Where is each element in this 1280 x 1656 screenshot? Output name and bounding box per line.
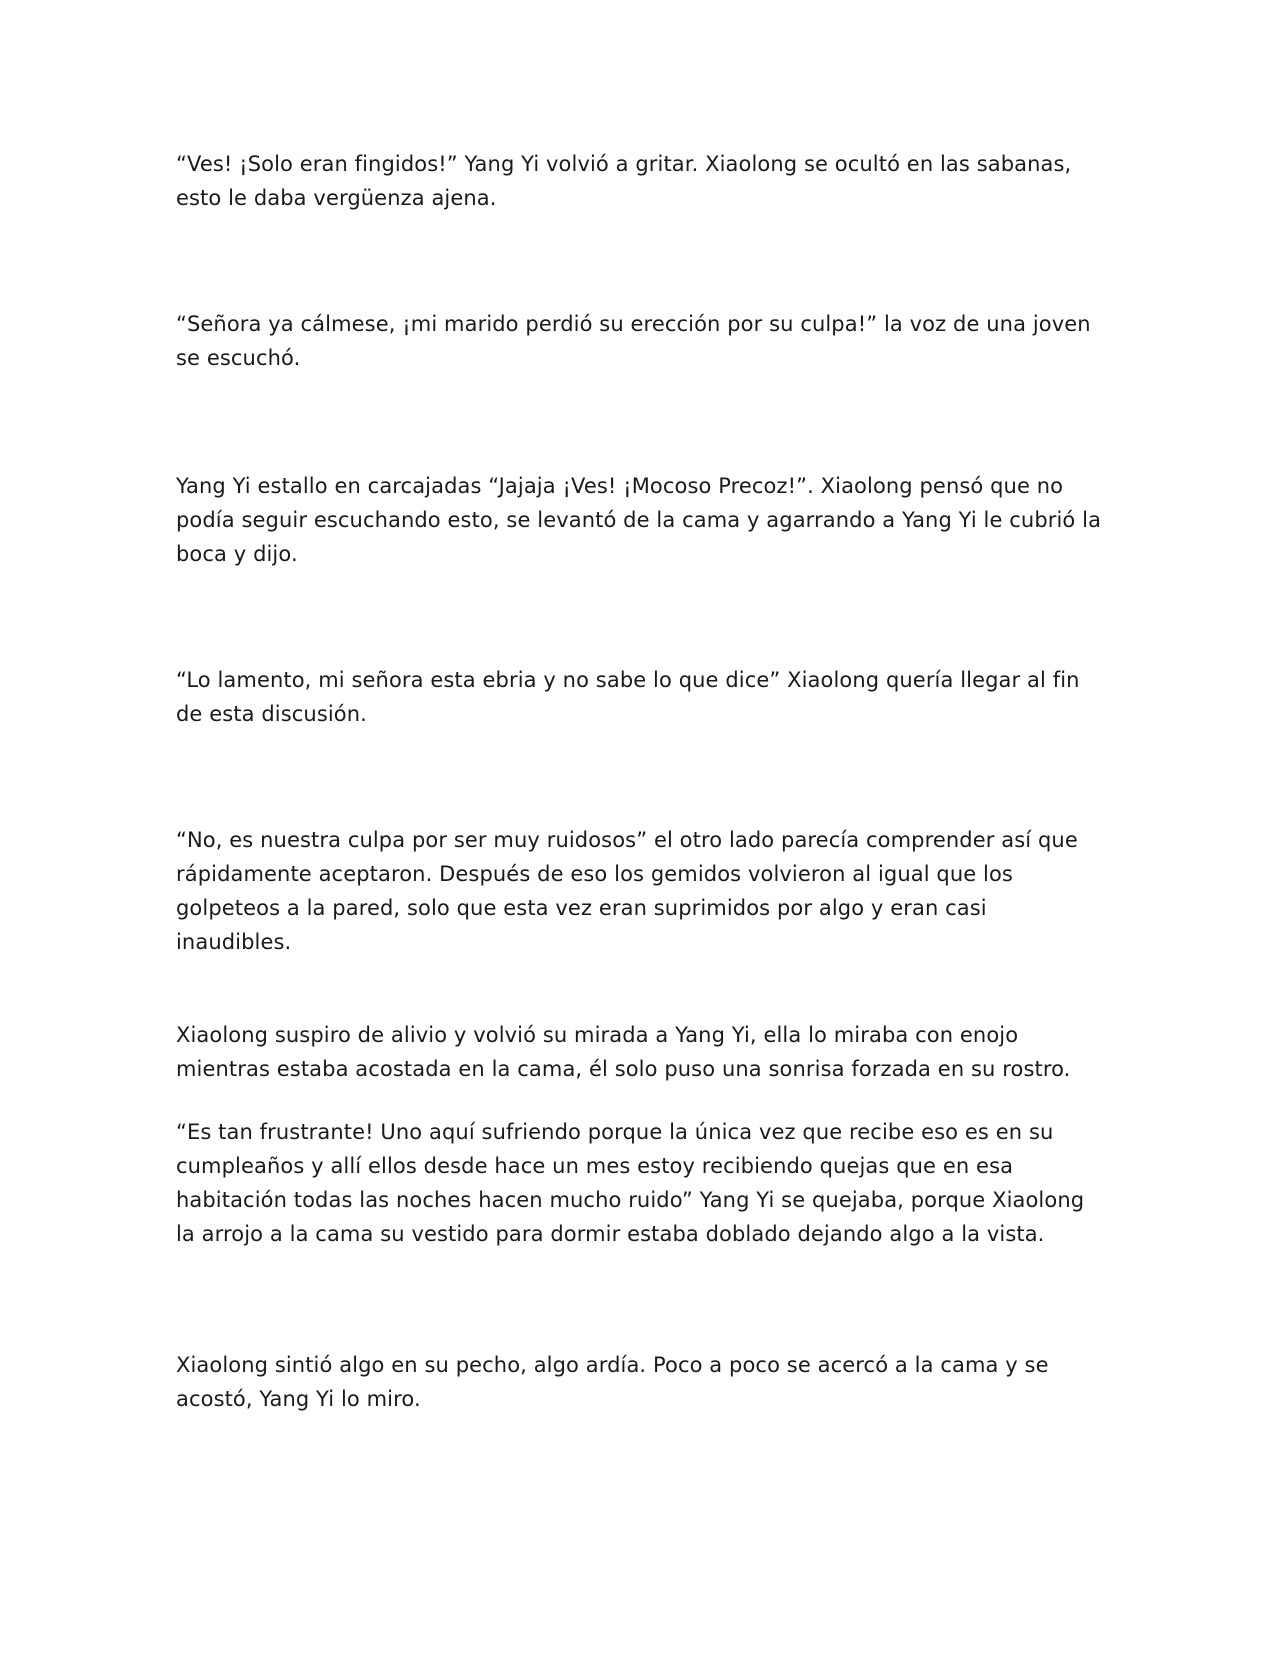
- paragraph: “Es tan frustrante! Uno aquí sufriendo porque la única vez que recibe eso es en su cumpleaños y allí ellos desde hace un mes estoy recibiendo quejas que en esa habitación todas las noches hacen mucho ruido” Yang Yi se quejaba, porque Xiaolong la arrojo a la cama su vestido para dormir estaba doblado dejando algo a la vista.: [176, 1120, 1085, 1246]
- paragraph: “Ves! ¡Solo eran fingidos!” Yang Yi volvió a gritar. Xiaolong se ocultó en las sabanas, esto le daba vergüenza ajena.: [176, 152, 1072, 210]
- paragraph: “Señora ya cálmese, ¡mi marido perdió su erección por su culpa!” la voz de una joven se escuchó.: [176, 312, 1091, 370]
- paragraph: Yang Yi estallo en carcajadas “Jajaja ¡Ves! ¡Mocoso Precoz!”. Xiaolong pensó que no podía seguir escuchando esto, se levantó de la cama y agarrando a Yang Yi le cubrió la boca y dijo.: [176, 474, 1102, 566]
- paragraph: “No, es nuestra culpa por ser muy ruidosos” el otro lado parecía comprender así que rápidamente aceptaron. Después de eso los gemidos volvieron al igual que los golpeteos a la pared, solo que esta vez eran suprimidos por algo y eran casi inaudibles.: [176, 828, 1078, 954]
- paragraph: Xiaolong sintió algo en su pecho, algo ardía. Poco a poco se acercó a la cama y se acostó, Yang Yi lo miro.: [176, 1353, 1049, 1411]
- paragraph: “Lo lamento, mi señora esta ebria y no sabe lo que dice” Xiaolong quería llegar al fin de esta discusión.: [176, 668, 1080, 726]
- paragraph: Xiaolong suspiro de alivio y volvió su mirada a Yang Yi, ella lo miraba con enojo mientras estaba acostada en la cama, él solo puso una sonrisa forzada en su rostro.: [176, 1023, 1071, 1081]
